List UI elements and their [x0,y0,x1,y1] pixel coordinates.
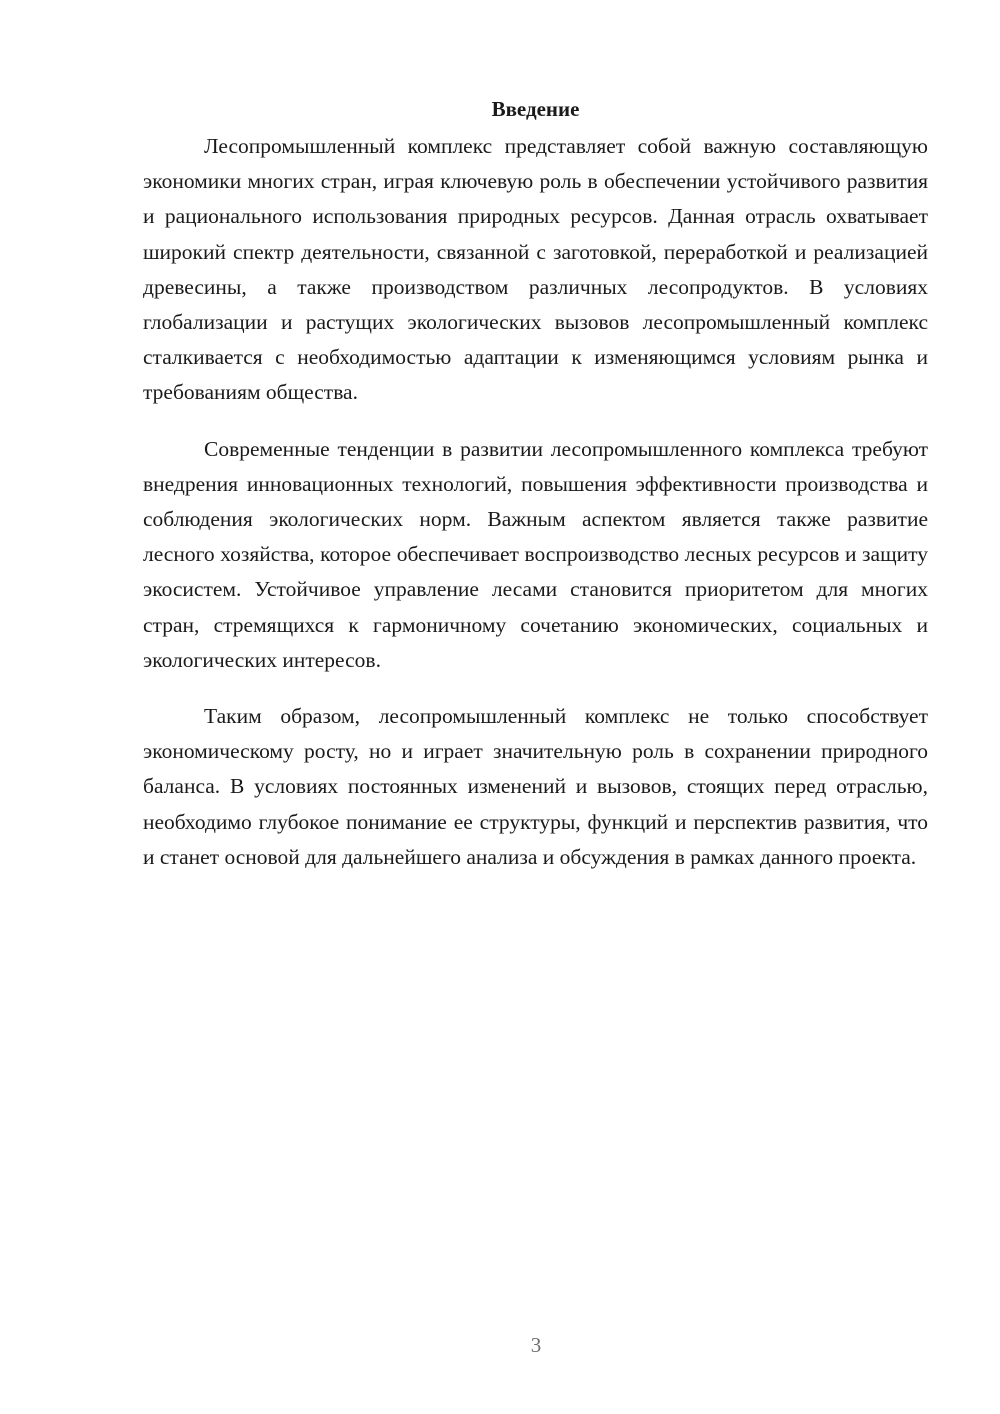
paragraph-2: Современные тенденции в развитии лесопромышленного комплекса требуют внедрения инновационных технологий, повышения эффективности производства и соблюдения экологических норм. Важным аспектом является также развитие лесного хозяйства, которое обеспечивает воспроизводство лесных ресурсов и защиту экосистем. Устойчивое управление лесами становится приоритетом для многих стран, стремящихся к гармоничному сочетанию экономических, социальных и экологических интересов. [143,436,928,672]
section-title: Введение [491,97,580,121]
document-body [143,92,928,875]
page-number: 3 [530,1333,542,1357]
paragraph-1: Лесопромышленный комплекс представляет собой важную составляющую экономики многих стран, играя ключевую роль в обеспечении устойчивого развития и рационального использования природных ресурсов. Данная отрасль охватывает широкий спектр деятельности, связанной с заготовкой, переработкой и реализацией древесины, а также производством различных лесопродуктов. В условиях глобализации и растущих экологических вызовов лесопромышленный комплекс сталкивается с необходимостью адаптации к изменяющимся условиям рынка и требованиям общества. [143,134,928,405]
paragraph-3: Таким образом, лесопромышленный комплекс не только способствует экономическому росту, но и играет значительную роль в сохранении природного баланса. В условиях постоянных изменений и вызовов, стоящих перед отраслью, необходимо глубокое понимание ее структуры, функций и перспектив развития, что и станет основой для дальнейшего анализа и обсуждения в рамках данного проекта. [143,704,928,869]
